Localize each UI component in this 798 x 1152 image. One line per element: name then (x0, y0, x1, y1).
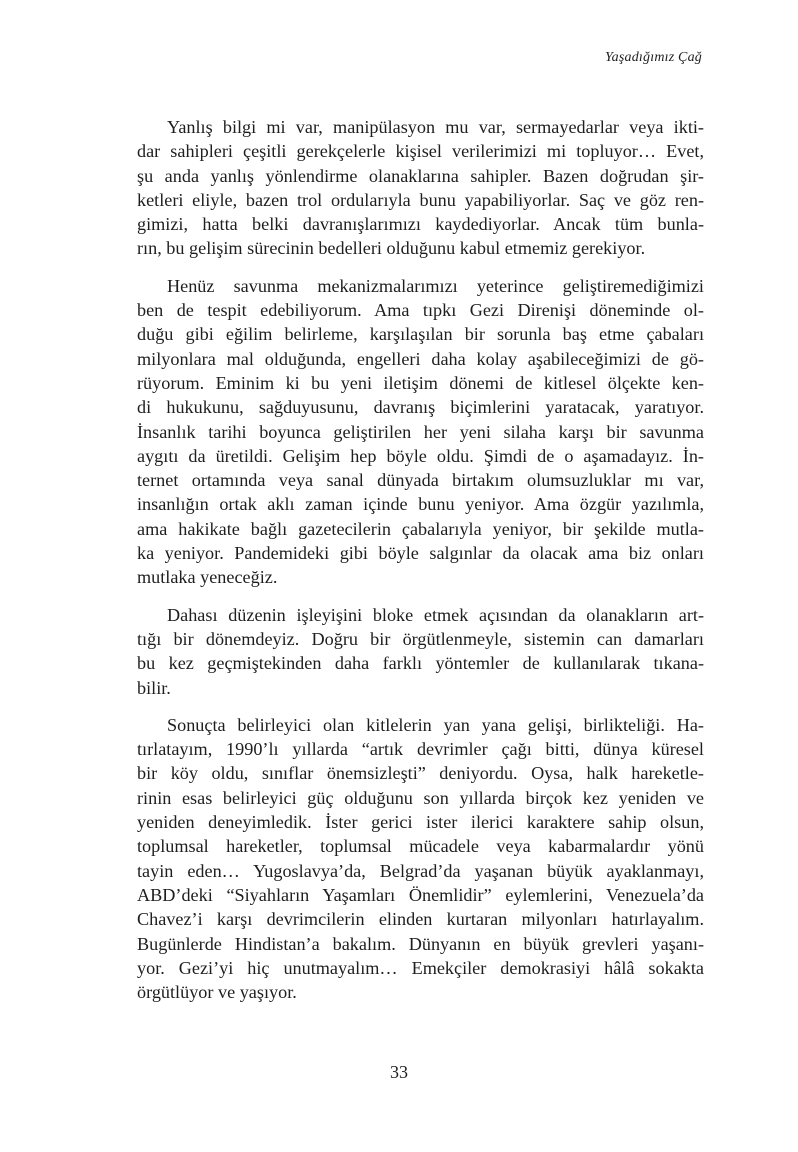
text-line: bu kez geçmiştekinden daha farklı yöntemler de kullanılarak tıkana- (137, 653, 704, 674)
paragraph-3 (107, 603, 704, 700)
text-line: Sonuçta belirleyici olan kitlelerin yan yana gelişi, birlikteliği. Ha- (167, 714, 704, 735)
text-line: örgütlüyor ve yaşıyor. (137, 982, 297, 1003)
text-line: ternet ortamında veya sanal dünyada birtakım olumsuzluklar mı var, (137, 470, 704, 491)
text-line: Henüz savunma mekanizmalarımızı yeterince geliştiremediğimizi (167, 275, 704, 296)
paragraph-1 (107, 115, 704, 261)
text-line: ama hakikate bağlı gazetecilerin çabalarıyla yeniyor, bir şekilde mutla- (137, 518, 704, 539)
text-line: İnsanlık tarihi boyunca geliştirilen her yeni silaha karşı bir savunma (137, 421, 704, 442)
text-line: rüyorum. Eminim ki bu yeni iletişim dönemi de kitlesel ölçekte ken- (137, 372, 704, 393)
text-line: şu anda yanlış yönlendirme olanaklarına sahipler. Bazen doğrudan şir- (137, 165, 704, 186)
text-line: gimizi, hatta belki davranışlarımızı kaydediyorlar. Ancak tüm bunla- (137, 214, 704, 235)
body-text (107, 115, 704, 1017)
text-line: ben de tespit edebiliyorum. Ama tıpkı Gezi Direnişi döneminde ol- (137, 300, 704, 321)
text-line: ka yeniyor. Pandemideki gibi böyle salgınlar da olacak ama biz onları (137, 543, 704, 564)
page-number: 33 (390, 1062, 408, 1082)
text-line: duğu gibi eğilim belirleme, karşılaşılan bir sorunla baş etme çabaları (137, 324, 704, 345)
text-line: dar sahipleri çeşitli gerekçelerle kişisel verilerimizi mi topluyor… Evet, (137, 141, 704, 162)
text-line: Dahası düzenin işleyişini bloke etmek açısından da olanakların art- (167, 604, 704, 625)
text-line: tayin eden… Yugoslavya’da, Belgrad’da yaşanan büyük ayaklanmayı, (137, 860, 704, 881)
text-line: tırlatayım, 1990’lı yıllarda “artık devrimler çağı bitti, dünya küresel (137, 739, 704, 760)
text-line: ABD’deki “Siyahların Yaşamları Önemlidir” eylemlerini, Venezuela’da (137, 884, 704, 905)
text-line: yeniden deneyimledik. İster gerici ister ilerici karaktere sahip olsun, (137, 812, 704, 833)
text-line: insanlığın ortak aklı zaman içinde bunu yeniyor. Ama özgür yazılımla, (137, 494, 704, 515)
text-line: tığı bir dönemdeyiz. Doğru bir örgütlenmeyle, sistemin can damarları (137, 628, 704, 649)
text-line: bilir. (137, 677, 171, 698)
text-line: Bugünlerde Hindistan’a bakalım. Dünyanın en büyük grevleri yaşanı- (137, 933, 704, 954)
paragraph-4 (107, 713, 704, 1005)
text-line: bir köy oldu, sınıflar önemsizleşti” deniyordu. Oysa, halk hareketle- (137, 763, 704, 784)
text-line: milyonlara mal olduğunda, engelleri daha kolay aşabileceğimizi de gö- (137, 348, 704, 369)
text-line: aygıtı da üretildi. Gelişim hep böyle oldu. Şimdi de o aşamadayız. İn- (137, 445, 704, 466)
paragraph-2 (107, 274, 704, 590)
text-line: yor. Gezi’yi hiç unutmayalım… Emekçiler demokrasiyi hâlâ sokakta (137, 957, 704, 978)
text-line: mutlaka yeneceğiz. (137, 567, 278, 588)
text-line: Chavez’i karşı devrimcilerin elinden kurtaran milyonları hatırlayalım. (137, 909, 704, 930)
text-line: rinin esas belirleyici güç olduğunu son yıllarda birçok kez yeniden ve (137, 787, 704, 808)
text-line: di hukukunu, sağduyusunu, davranış biçimlerini yaratacak, yaratıyor. (137, 397, 704, 418)
text-line: ketleri eliyle, bazen trol ordularıyla bunu yapabiliyorlar. Saç ve göz ren- (137, 189, 704, 210)
text-line: rın, bu gelişim sürecinin bedelleri olduğunu kabul etmemiz gerekiyor. (137, 238, 646, 259)
text-line: Yanlış bilgi mi var, manipülasyon mu var, sermayedarlar veya ikti- (167, 117, 704, 137)
text-line: toplumsal hareketler, toplumsal mücadele veya kabarmalardır yönü (137, 836, 704, 857)
running-header: Yaşadığımız Çağ (604, 50, 702, 65)
